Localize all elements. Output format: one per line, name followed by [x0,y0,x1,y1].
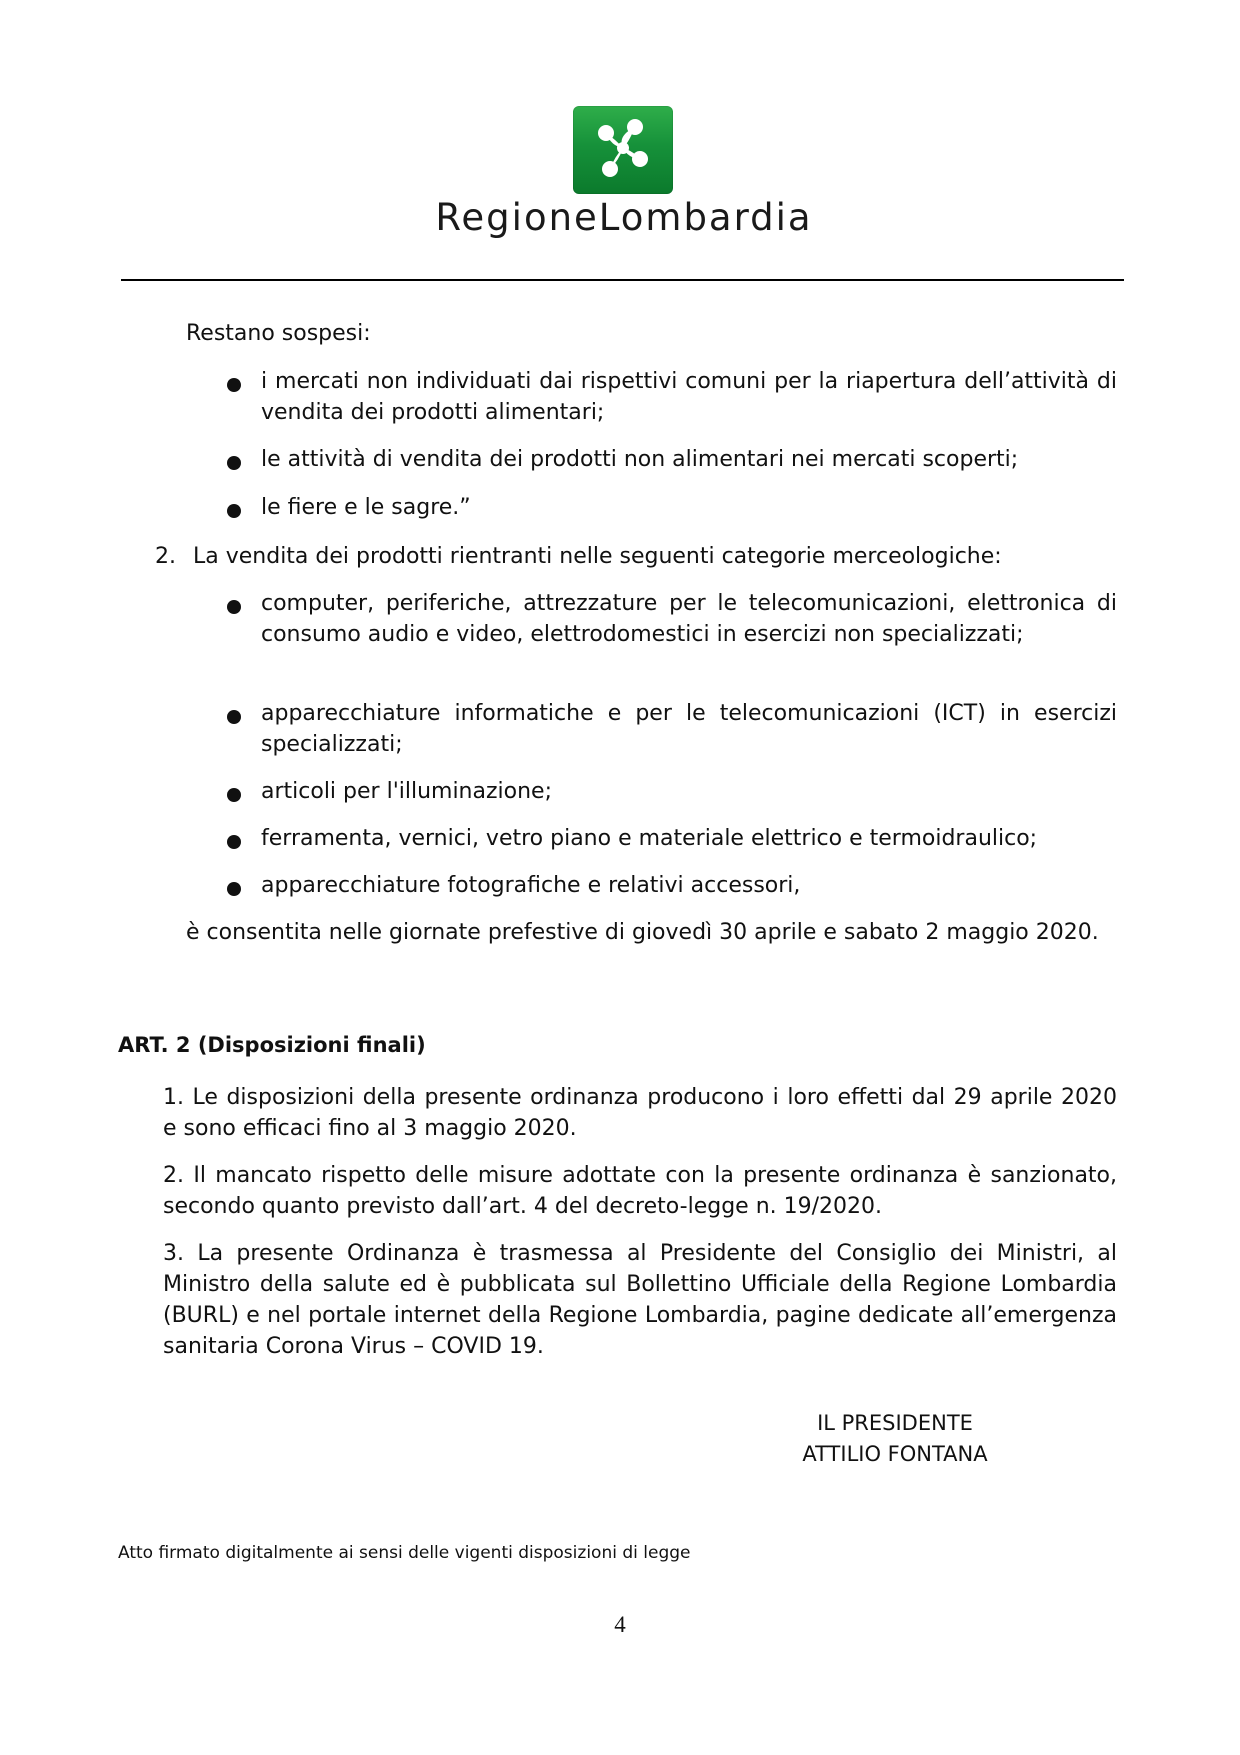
article-paragraph: 2. Il mancato rispetto delle misure adottate con la presente ordinanza è sanzionato, secondo quanto previsto dall’art. 4 del decreto-legge n. 19/2020. [163,1163,1117,1219]
bullet-icon [227,788,241,802]
list-item: computer, periferiche, attrezzature per le telecomunicazioni, elettronica di consumo audio e video, elettrodomestici in esercizi non specializzati; [261,591,1117,647]
bullet-icon [227,504,241,518]
list-item: articoli per l'illuminazione; [261,779,552,804]
sales-intro: La vendita dei prodotti rientranti nelle seguenti categorie merceologiche: [193,544,1002,569]
bullet-icon [227,378,241,392]
regione-lombardia-logo-text: RegioneLombardia [435,196,813,239]
bullet-icon [227,456,241,470]
signature-title: IL PRESIDENTE [817,1411,973,1435]
item-number: 2. [155,544,176,569]
suspended-intro: Restano sospesi: [186,321,371,346]
list-item: i mercati non individuati dai rispettivi comuni per la riapertura dell’attività di vendita dei prodotti alimentari; [261,369,1117,425]
bullet-icon [227,882,241,896]
list-item: apparecchiature informatiche e per le telecomunicazioni (ICT) in esercizi specializzati; [261,701,1117,757]
rosa-camuna-icon [573,106,673,194]
bullet-icon [227,710,241,724]
signature-name: ATTILIO FONTANA [802,1442,988,1466]
header-divider [121,279,1124,281]
article-paragraph: 3. La presente Ordinanza è trasmessa al Presidente del Consiglio dei Ministri, al Ministro della salute ed è pubblicata sul Bollettino Ufficiale della Regione Lombardia (BURL) e nel portale internet della Regione Lombardia, pagine dedicate all’emergenza sanitaria Corona Virus – COVID 19. [163,1241,1117,1359]
article-heading: ART. 2 (Disposizioni finali) [118,1033,426,1057]
list-item: le attività di vendita dei prodotti non alimentari nei mercati scoperti; [261,447,1019,472]
page-number: 4 [614,1612,626,1637]
list-item: apparecchiature fotografiche e relativi accessori, [261,873,801,898]
bullet-icon [227,600,241,614]
list-item: ferramenta, vernici, vetro piano e materiale elettrico e termoidraulico; [261,826,1038,851]
digital-signature-note: Atto firmato digitalmente ai sensi delle vigenti disposizioni di legge [118,1543,691,1563]
sales-outro: è consentita nelle giornate prefestive di giovedì 30 aprile e sabato 2 maggio 2020. [186,920,1099,945]
article-paragraph: 1. Le disposizioni della presente ordinanza producono i loro effetti dal 29 aprile 2020 e sono efficaci fino al 3 maggio 2020. [163,1085,1117,1141]
list-item: le fiere e le sagre.” [261,495,471,520]
bullet-icon [227,835,241,849]
